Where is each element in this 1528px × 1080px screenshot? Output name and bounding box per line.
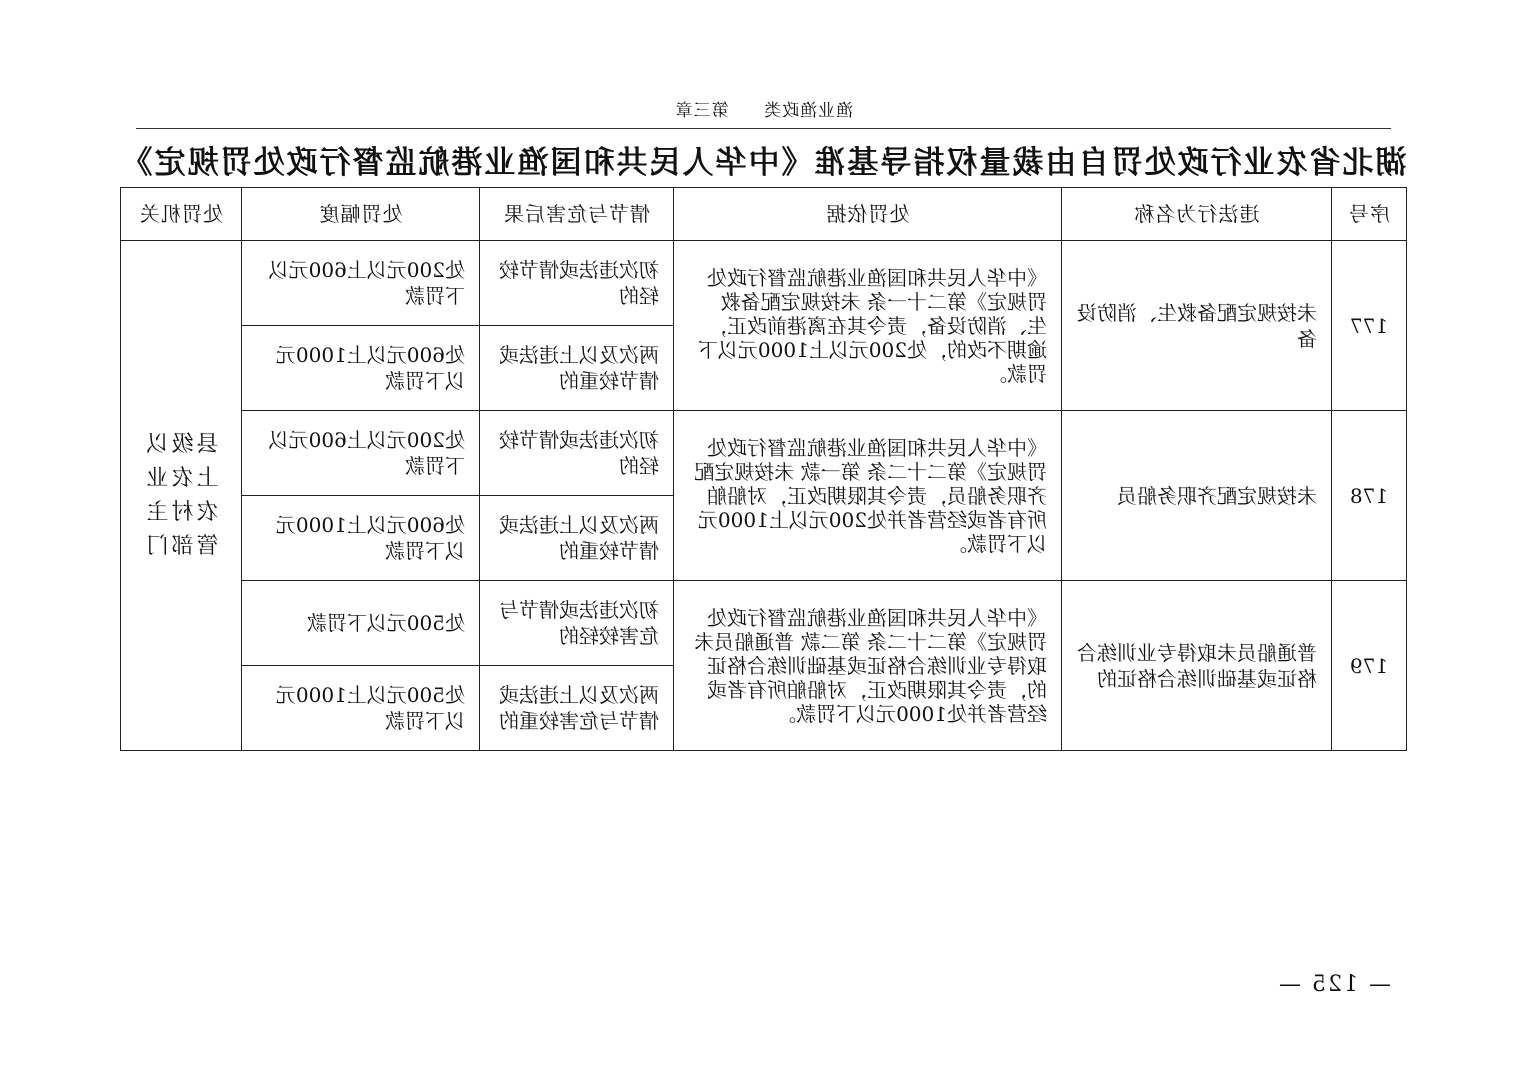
running-head [0,96,1528,121]
circumstance-cell: 两次及以上违法或情节较重的 [480,496,674,581]
penalty-range-cell: 处200元以上600元以下罚款 [242,411,480,496]
circumstance-cell: 两次及以上违法或情节与危害较重的 [480,666,674,751]
header-circumstance: 情节与危害后果 [480,188,674,241]
violation-name: 普通船员未取得专业训练合格证或基础训练合格证的 [1062,581,1332,751]
header-rule [136,128,1391,129]
table-row [121,581,1407,666]
penalty-range-cell: 处600元以上1000元以下罚款 [242,496,480,581]
row-seq: 177 [1332,241,1407,411]
table-row [121,241,1407,326]
penalty-basis: 《中华人民共和国渔业港航监督行政处罚规定》第二十二条 第一款 未按规定配齐职务船员，责令其限期改正，对船舶所有者或经营者并处200元以上1000元以下罚款。 [674,411,1062,581]
penalty-range-cell: 处500元以下罚款 [242,581,480,666]
header-violation: 违法行为名称 [1062,188,1332,241]
chapter-label: 渔业渔政类 [763,101,854,121]
penalty-range-cell: 处500元以上1000元以下罚款 [242,666,480,751]
circumstance-cell: 初次违法或情节较轻的 [480,241,674,326]
document-title: 湖北省农业行政处罚自由裁量权指导基准《中华人民共和国渔业港航监督行政处罚规定》 [119,145,1407,181]
header-agency: 处罚机关 [121,188,242,241]
circumstance-cell: 初次违法或情节较轻的 [480,411,674,496]
violation-name: 未按规定配备救生、消防设备 [1062,241,1332,411]
penalty-table [120,187,1407,751]
header-penalty-range: 处罚幅度 [242,188,480,241]
row-seq: 179 [1332,581,1407,751]
penalty-basis: 《中华人民共和国渔业港航监督行政处罚规定》第二十一条 未按规定配备救生、消防设备，责令其在离港前改正，逾期不改的，处200元以上1000元以下罚款。 [674,241,1062,411]
circumstance-cell: 初次违法或情节与危害较轻的 [480,581,674,666]
row-seq: 178 [1332,411,1407,581]
penalty-range-cell: 处600元以上1000元以下罚款 [242,326,480,411]
page-number: — 125 — [1277,972,1391,997]
penalty-agency: 县级以上农业农村主管部门 [121,241,242,751]
circumstance-cell: 两次及以上违法或情节较重的 [480,326,674,411]
penalty-basis: 《中华人民共和国渔业港航监督行政处罚规定》第二十二条 第二款 普通船员未取得专业训练合格证或基础训练合格证的，责令其限期改正，对船舶所有者或经营者并处1000元以下罚款。 [674,581,1062,751]
header-seq: 序号 [1332,188,1407,241]
penalty-range-cell: 处200元以上600元以下罚款 [242,241,480,326]
table-header-row [121,188,1407,241]
section-label: 第三章 [674,101,729,121]
violation-name: 未按规定配齐职务船员 [1062,411,1332,581]
table-row [121,411,1407,496]
header-basis: 处罚依据 [674,188,1062,241]
